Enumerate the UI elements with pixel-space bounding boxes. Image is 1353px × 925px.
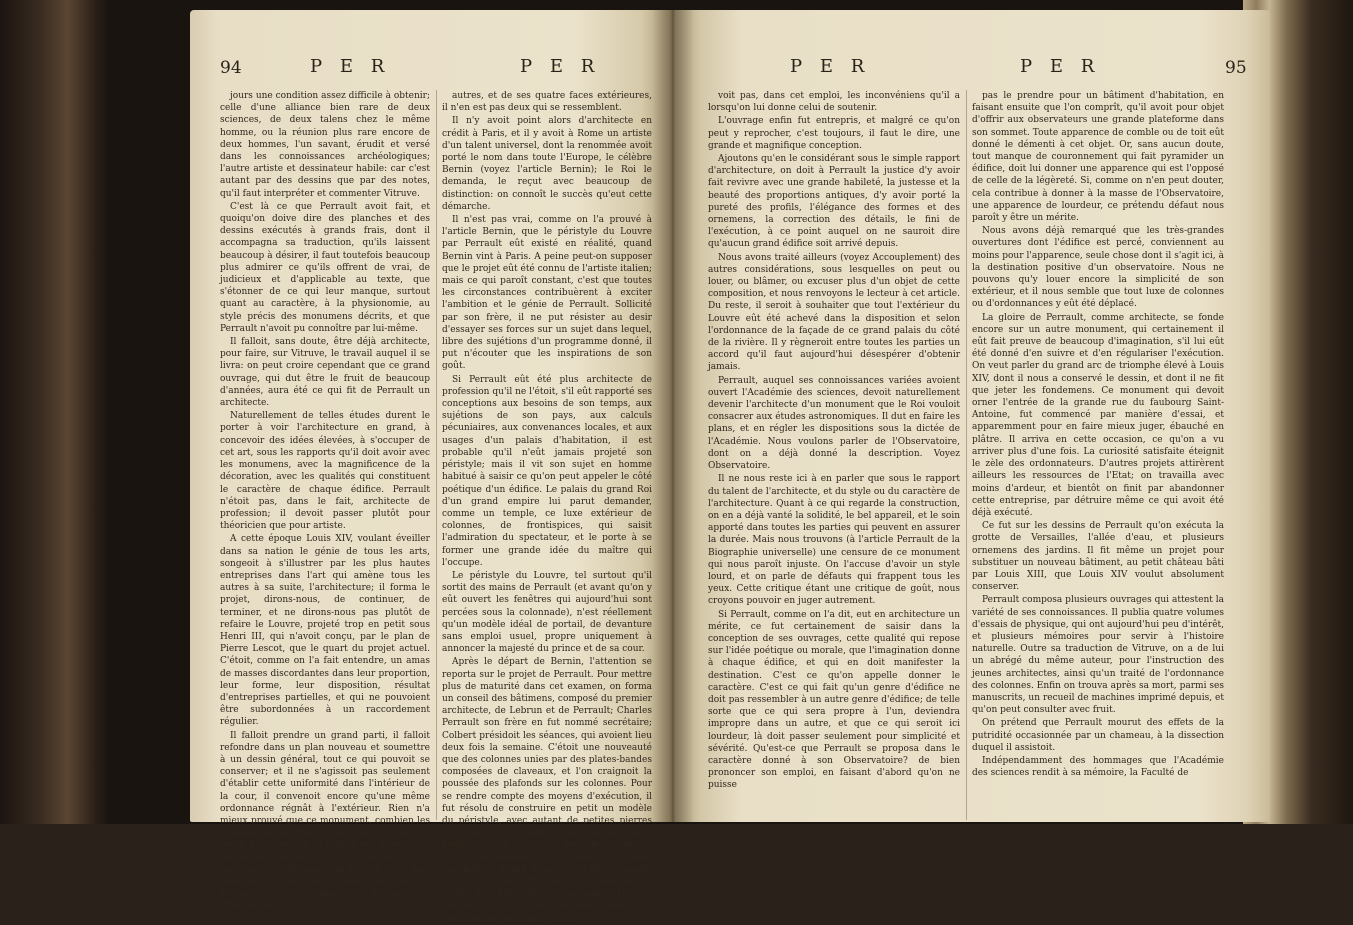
left-page [190,10,670,924]
paragraph: Il n'est pas vrai, comme on l'a prouvé à l'article Bernin, que le péristyle du Louvre par Perrault eût existé en réalité, quand Bernin vint à Paris. A peine peut-on supposer que le projet eût été connu de l'artiste italien; mais ce qui paroît constant, c'est que toutes les circonstances contribuèrent à exciter l'ambition et le génie de Perrault. Sollicité par son frère, il ne put résister au desir d'essayer ses forces sur un sujet dans lequel, libre des sujétions d'un programme donné, il put n'écouter que les inspirations de son goût. [442,215,652,372]
paragraph: Ajoutons qu'en le considérant sous le simple rapport d'architecture, on doit à Perrault la justice d'y avoir fait revivre avec une grande habileté, la justesse et la beauté des proportions antiques, d'y avoir porté la pureté des profils, l'élégance des formes et des ornemens, la correction des détails, le fini de l'exécution, à ce point auquel on ne sauroit dire qu'aucun grand édifice soit arrivé depuis. [708,154,960,250]
right-header-right: P E R [1020,56,1101,77]
column-divider [966,90,967,820]
paragraph: jours une condition assez difficile à obtenir; celle d'une alliance bien rare de deux sciences, de deux talens chez le même homme, ou la réunion plus rare encore de deux hommes, l'un savant, érudit et versé dans les connoissances archéologiques; l'autre artiste et dessinateur habile: car c'est autant par des dessins que par des notes, qu'il faut interpréter et commenter Vitruve. [220,91,430,199]
paragraph: voit pas, dans cet emploi, les inconvéniens qu'il a lorsqu'on lui donne celui de soutenir. [708,91,960,114]
right-page-number: 95 [1225,58,1247,78]
paragraph: Il ne nous reste ici à en parler que sous le rapport du talent de l'architecte, et du style ou du caractère de l'architecture. Quant à ce qui regarde la construction, on en a déjà vanté la solidité, le bel appareil, et le soin apporté dans toutes les parties qui peuvent en assurer la durée. Mais nous trouvons (à l'article Perrault de la Biographie universelle) une censure de ce monument qui nous paroît injuste. On l'accuse d'avoir un style lourd, et on parle de défauts qui frappent tous les yeux. Cette critique étant une critique de goût, nous croyons pouvoir en juger autrement. [708,474,960,607]
left-header-right: P E R [520,56,601,77]
left-page-number: 94 [220,58,242,78]
right-column-2 [972,90,1224,822]
right-column-1 [708,90,960,822]
right-header-left: P E R [790,56,871,77]
paragraph: Indépendamment des hommages que l'Académie des sciences rendit à sa mémoire, la Faculté de [972,755,1224,779]
paragraph: Nous avons traité ailleurs (voyez Accouplement) des autres considérations, sous lesquelles on peut ou louer, ou blâmer, ou excuser plus d'un objet de cette composition, et nous renvoyons le lecteur à cet article. Du reste, il seroit à souhaiter que tout l'extérieur du Louvre eût été achevé dans la disposition et selon l'ordonnance de la façade de ce grand palais du côté de la rivière. Il y règneroit entre toutes les parties un accord qu'il faut aujourd'hui désespérer d'obtenir jamais. [708,252,960,373]
paragraph: Il falloit, sans doute, être déjà architecte, pour faire, sur Vitruve, le travail auquel il se livra: on peut croire cependant que ce grand ouvrage, qui dut être le fruit de beaucoup d'années, aura été ce qui fit de Perrault un architecte. [220,337,430,409]
paragraph: Naturellement de telles études durent le porter à voir l'architecture en grand, à concevoir des idées élevées, à s'occuper de cet art, sous les rapports qu'il doit avoir avec les monumens, avec la magnificence de la décoration, avec les qualités qui constituent le caractère de chaque édifice. Perrault n'étoit pas, dans le fait, architecte de profession; il devoit passer plutôt pour théoricien que pour artiste. [220,411,430,532]
paragraph: Il n'y avoit point alors d'architecte en crédit à Paris, et il y avoit à Rome un artiste d'un talent universel, dont la renommée avoit porté le nom dans toute l'Europe, le célèbre Bernin (voyez l'article Bernin); le Roi le demanda, le reçut avec beaucoup de distinction: on connoît le succès qu'eut cette démarche. [442,116,652,212]
paragraph: Si Perrault eût été plus architecte de profession qu'il ne l'étoit, s'il eût rapporté ses conceptions aux besoins de son temps, aux sujétions de son pays, aux calculs pécuniaires, aux convenances locales, et aux usages d'un palais d'habitation, il est probable qu'il n'eût jamais projeté son péristyle; mais il vit son sujet en homme habitué à saisir ce qu'on peut appeler le côté poétique d'un édifice. Le palais du grand Roi d'un grand empire lui parut demander, comme un temple, ce luxe extérieur de colonnes, de frontispices, qui saisit l'admiration du spectateur, et le porte à se former une grande idée du maître qui l'occupe. [442,374,652,568]
column-divider [436,90,437,820]
paragraph: Ce fut sur les dessins de Perrault qu'on exécuta la grotte de Versailles, l'allée d'eau, et plusieurs ornemens des jardins. Il fit même un projet pour substituer un nouveau bâtiment, au petit château bâti par Louis XIII, que Louis XIV voulut absolument conserver. [972,521,1224,593]
left-header-left: P E R [310,56,391,77]
paragraph: Perrault, auquel ses connoissances variées avoient ouvert l'Académie des sciences, devoit naturellement devenir l'architecte d'un monument que le Roi vouloit consacrer aux études astronomiques. Il dut en faire les plans, et en régler les dispositions sous la dictée de l'Académie. Nous voulons parler de l'Observatoire, dont on a déjà donné la description. Voyez Observatoire. [708,375,960,472]
paragraph: Il falloit prendre un grand parti, il falloit refondre dans un plan nouveau et soumettre à un dessin général, tout ce qui pouvoit se conserver; et il ne s'agissoit pas seulement d'établir cette uniformité dans l'intérieur de la cour, il convenoit encore qu'une même ordonnance régnât à l'extérieur. Rien n'a mieux prouvé que ce monument, combien les grandes entreprises d'architecture ont de peine à parvenir à se compléter. Après trois siècles de travaux successifs, de projets, de reprises, etc., le palais du Louvre, qu'il faut regarder aujourd'hui comme terminé, a encore ses côtés intérieurs de sa cour différens des trois [220,730,430,912]
paragraph: Nous avons déjà remarqué que les très-grandes ouvertures dont l'édifice est percé, conviennent au moins pour l'apparence, seule chose dont il s'agit ici, à la destination positive d'un observatoire. Nous ne pouvons qu'y louer encore la simplicité de son extérieur, et il nous semble que tout luxe de colonnes ou d'ordonnances y eût été déplacé. [972,226,1224,310]
paragraph: pas le prendre pour un bâtiment d'habitation, en faisant ensuite que l'on comprît, qu'il avoit pour objet d'offrir aux observateurs une grande plateforme dans son sommet. Toute apparence de comble ou de toit eût donné le démenti à cet objet. Or, sans aucun doute, tout manque de couronnement qui fait pyramider un édifice, doit lui donner une apparence qui est l'opposé de celle de la légèreté. Si, comme on n'en peut douter, cela contribue à donner à la masse de l'Observatoire, une apparence de lourdeur, ce prétendu défaut nous paroît y être un mérite. [972,91,1224,224]
paragraph: Le péristyle du Louvre, tel surtout qu'il sortit des mains de Perrault (et avant qu'on y eût ouvert les fenêtres qui aujourd'hui sont percées sous la colonnade), n'est réellement qu'un modèle idéal de portail, de devanture sans emploi usuel, propre uniquement à annoncer la majesté du prince et de sa cour. [442,570,652,655]
paragraph: L'ouvrage enfin fut entrepris, et malgré ce qu'on peut y reprocher, c'est toujours, il faut le dire, une grande et magnifique conception. [708,116,960,151]
paragraph: C'est là ce que Perrault avoit fait, et quoiqu'on doive dire des planches et des dessins exécutés à grands frais, dont il accompagna sa traduction, qu'ils laissent beaucoup à désirer, il faut toutefois beaucoup plus admirer ce qu'ils offrent de vrai, de judicieux et d'applicable au texte, que s'étonner de ce qui leur manque, surtout quant au caractère, à la physionomie, au style précis des monumens décrits, et que Perrault n'avoit pu connoître par lui-même. [220,201,430,334]
left-column-2 [442,90,652,924]
paragraph: Perrault composa plusieurs ouvrages qui attestent la variété de ses connoissances. Il publia quatre volumes d'essais de physique, qui ont aujourd'hui peu d'intérêt, et plusieurs mémoires pour servir à l'histoire naturelle. Outre sa traduction de Vitruve, on a de lui un abrégé du même auteur, pour l'instruction des jeunes architectes, ainsi qu'un traité de l'ordonnance des colonnes. Enfin on trouva après sa mort, parmi ses manuscrits, un recueil de machines imprimé depuis, et qu'on peut consulter avec fruit. [972,595,1224,716]
right-page [670,10,1270,822]
paragraph: autres, et de ses quatre faces extérieures, il n'en est pas deux qui se ressemblent. [442,91,652,114]
paragraph: On prétend que Perrault mourut des effets de la putridité occasionnée par un chameau, à la dissection duquel il assistoit. [972,718,1224,753]
paragraph: A cette époque Louis XIV, voulant éveiller dans sa nation le génie de tous les arts, songeoit à s'illustrer par les plus hautes entreprises dans l'art qui amène tous les autres à sa suite, l'architecture; il forma le projet, dirons-nous, de continuer, de terminer, et ne dirons-nous pas plutôt de refaire le Louvre, projeté trop en petit sous Henri III, qui n'avoit conçu, par le plan de Pierre Lescot, que le quart du projet actuel. C'étoit, comme on l'a fait entendre, un amas de masses discordantes dans leur proportion, leur forme, leur disposition, résultat d'entreprises partielles, et qui ne pouvoient être subordonnées à un raccordement régulier. [220,534,430,728]
paragraph: Si Perrault, comme on l'a dit, eut en architecture un mérite, ce fut certainement de saisir dans la conception de ses ouvrages, cette qualité qui repose sur l'idée poétique ou morale, que l'imagination donne à chaque édifice, et qui en doit manifester la destination. C'est ce qu'on appelle donner le caractère. C'est ce qui fait qu'un genre d'édifice ne doit pas ressembler à un autre genre d'édifice; de telle sorte que ce qui sera propre à l'un, deviendra impropre dans un autre, et que ce qui seroit ici lourdeur, là doit passer seulement pour simplicité et sévérité. Qu'est-ce que Perrault se proposa dans le caractère donné à son Observatoire? de bien prononcer son emploi, en faisant d'abord qu'on ne puisse [708,609,960,791]
paragraph: Après le départ de Bernin, l'attention se reporta sur le projet de Perrault. Pour mettre plus de maturité dans cet examen, on forma un conseil des bâtimens, composé du premier architecte, de Lebrun et de Perrault; Charles Perrault son frère en fut nommé secrétaire; Colbert présidoit les séances, qui avoient lieu deux fois la semaine. C'étoit une nouveauté que des colonnes unies par des plates-bandes composées de claveaux, et l'on craignoit la poussée des plafonds sur les colonnes. Pour se rendre compte des moyens d'exécution, il fut résolu de construire en petit un modèle du péristyle, avec autant de petites pierres qu'il devoit en entrer de grandes dans l'édifice, et de les retenir avec des barres de fer proportionnées à la mesure qu'elles auroient en grand. L'exécution de ce modèle rassura sur les difficultés qui avoient été le sujet de l'objection principale. On se convainquit que le fer employé à retenir la poussée des architraves, n'a- [442,657,652,924]
left-column-1 [220,90,430,912]
paragraph: La gloire de Perrault, comme architecte, se fonde encore sur un autre monument, qui certainement il eût fait preuve de beaucoup d'imagination, s'il lui eût été donné d'en suivre et d'en régulariser l'exécution. On veut parler du grand arc de triomphe élevé à Louis XIV, dont il nous a conservé le dessin, et dont il ne fit que jeter les fondemens. Ce monument qui devoit orner l'entrée de la grande rue du faubourg Saint-Antoine, fut commencé par manière d'essai, et apparemment pour en faire mieux juger, ébauché en plâtre. Il arriva en cette occasion, ce qu'on a vu arriver plus d'une fois. La curiosité satisfaite éteignit le zèle des ordonnateurs. D'autres projets attirèrent ailleurs les ressources de l'Etat; on travailla avec moins d'ardeur, et bientôt on finit par abandonner cette entreprise, par détruire même ce qui avoit été déjà exécuté. [972,312,1224,518]
